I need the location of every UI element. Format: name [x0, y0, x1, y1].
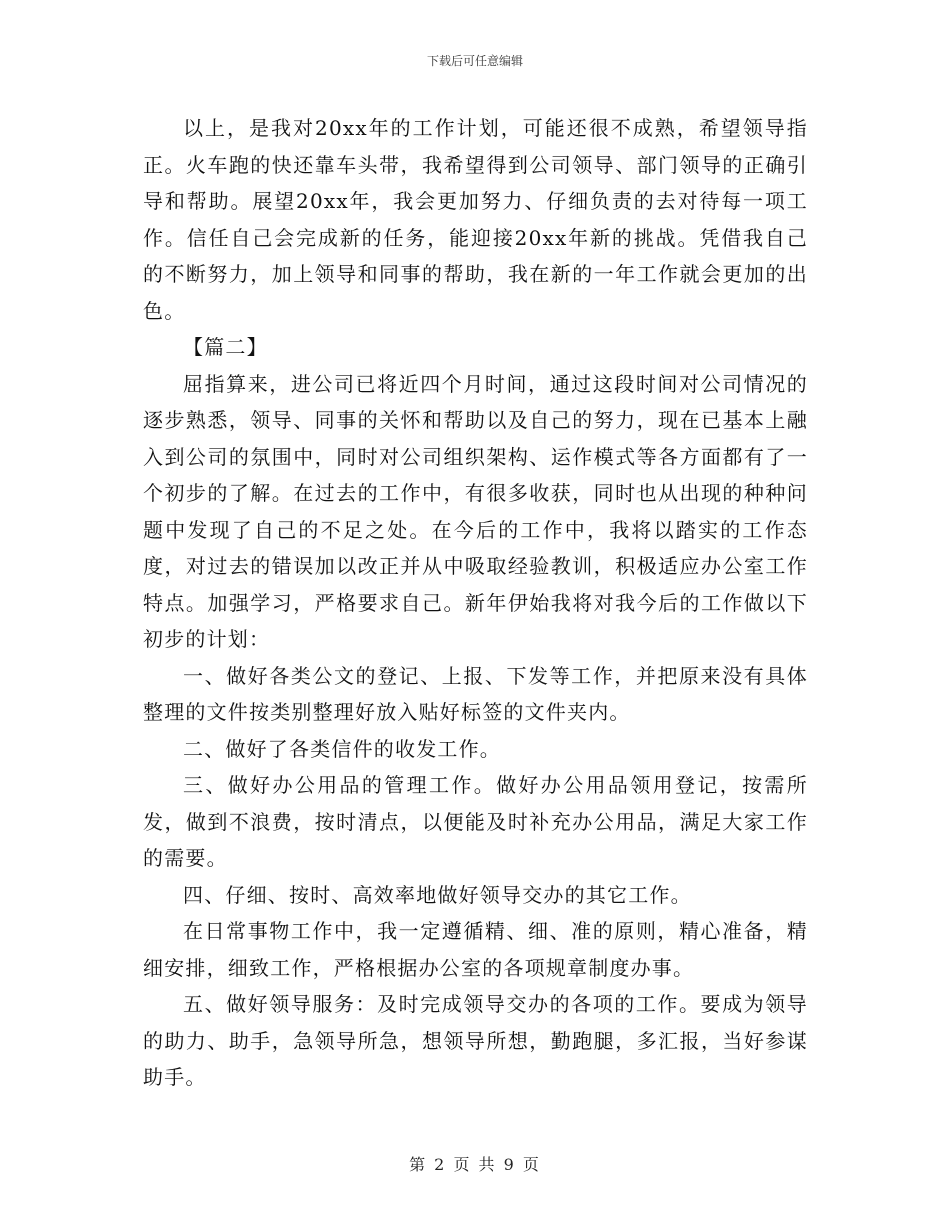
paragraph-intro: 屈指算来，进公司已将近四个月时间，通过这段时间对公司情况的逐步熟悉，领导、同事的关怀和帮助以及自己的努力，现在已基本上融入到公司的氛围中，同时对公司组织架构、运作模式等各方面都有了一个初步的了解。在过去的工作中，有很多收获，同时也从出现的种种问题中发现了自己的不足之处。在今后的工作中，我将以踏实的工作态度，对过去的错误加以改正并从中吸取经验教训，积极适应办公室工作特点。加强学习，严格要求自己。新年伊始我将对我今后的工作做以下初步的计划：	[143, 371, 808, 651]
plan-item-4: 四、仔细、按时、高效率地做好领导交办的其它工作。	[183, 882, 692, 907]
page-number-footer: 第 2 页 共 9 页	[409, 1155, 541, 1174]
page-header: 下载后可任意编辑	[426, 54, 523, 68]
section-heading-part-two: 【篇二】	[183, 335, 268, 359]
plan-item-3: 三、做好办公用品的管理工作。做好办公用品领用登记，按需所发，做到不浪费，按时清点，以便能及时补充办公用品，满足大家工作的需要。	[143, 773, 808, 870]
paragraph-conclusion: 以上，是我对20xx年的工作计划，可能还很不成熟，希望领导指正。火车跑的快还靠车头带，我希望得到公司领导、部门领导的正确引导和帮助。展望20xx年，我会更加努力、仔细负责的去对待每一项工作。信任自己会完成新的任务，能迎接20xx年新的挑战。凭借我自己的不断努力，加上领导和同事的帮助，我在新的一年工作就会更加的出色。	[143, 116, 808, 323]
plan-item-2: 二、做好了各类信件的收发工作。	[183, 736, 501, 761]
plan-item-1: 一、做好各类公文的登记、上报、下发等工作，并把原来没有具体整理的文件按类别整理好放入贴好标签的文件夹内。	[143, 663, 808, 724]
plan-item-5: 五、做好领导服务：及时完成领导交办的各项的工作。要成为领导的助力、助手，急领导所急，想领导所想，勤跑腿，多汇报，当好参谋助手。	[143, 992, 808, 1089]
document-body	[143, 110, 808, 1096]
paragraph-daily-work: 在日常事物工作中，我一定遵循精、细、准的原则，精心准备，精细安排，细致工作，严格根据办公室的各项规章制度办事。	[143, 919, 808, 980]
